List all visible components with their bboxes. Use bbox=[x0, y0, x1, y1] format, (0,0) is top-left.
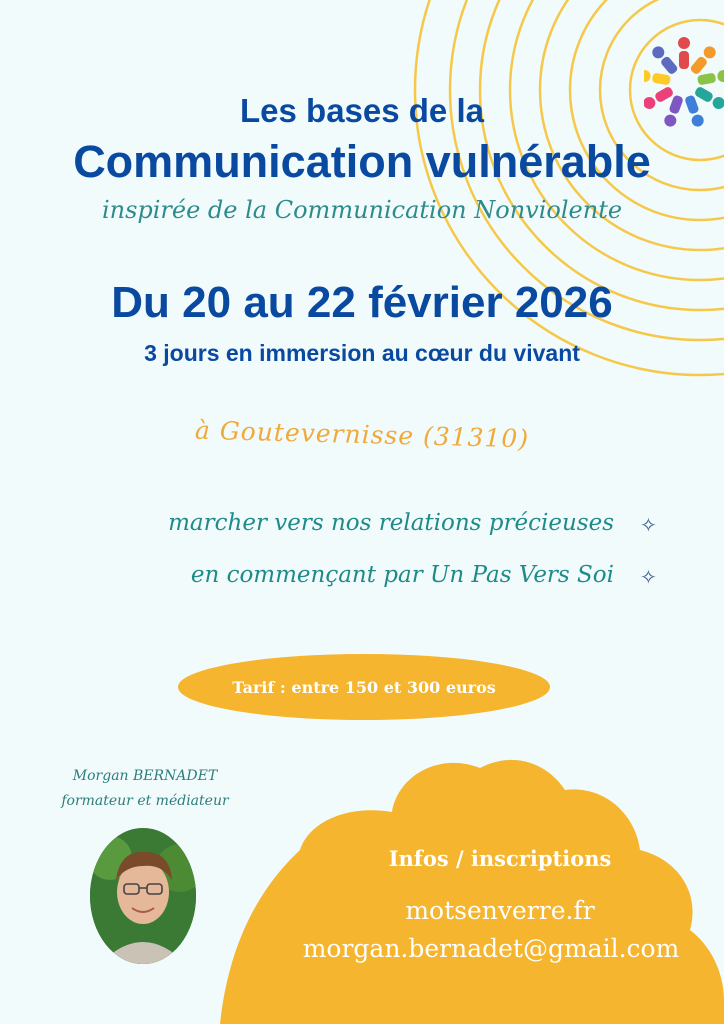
contact-website[interactable]: motsenverre.fr bbox=[405, 896, 595, 925]
sparkle-icon: ✧ bbox=[640, 513, 657, 537]
tagline-1: marcher vers nos relations précieuses bbox=[168, 510, 614, 536]
title-line-1: Les bases de la bbox=[240, 92, 484, 129]
event-description: 3 jours en immersion au cœur du vivant bbox=[144, 340, 580, 366]
event-dates: Du 20 au 22 février 2026 bbox=[111, 278, 613, 327]
event-location: à Goutevernisse (31310) bbox=[194, 415, 530, 454]
sparkle-icon: ✧ bbox=[640, 565, 657, 589]
contact-email[interactable]: morgan.bernadet@gmail.com bbox=[302, 934, 680, 963]
trainer-role: formateur et médiateur bbox=[61, 793, 229, 809]
contact-title: Infos / inscriptions bbox=[388, 846, 612, 871]
title-line-2: Communication vulnérable bbox=[73, 136, 651, 187]
tagline-2: en commençant par Un Pas Vers Soi bbox=[190, 562, 614, 588]
price-badge: Tarif : entre 150 et 300 euros bbox=[178, 654, 550, 720]
subtitle: inspirée de la Communication Nonviolente bbox=[101, 196, 623, 224]
trainer-name: Morgan BERNADET bbox=[72, 768, 218, 784]
